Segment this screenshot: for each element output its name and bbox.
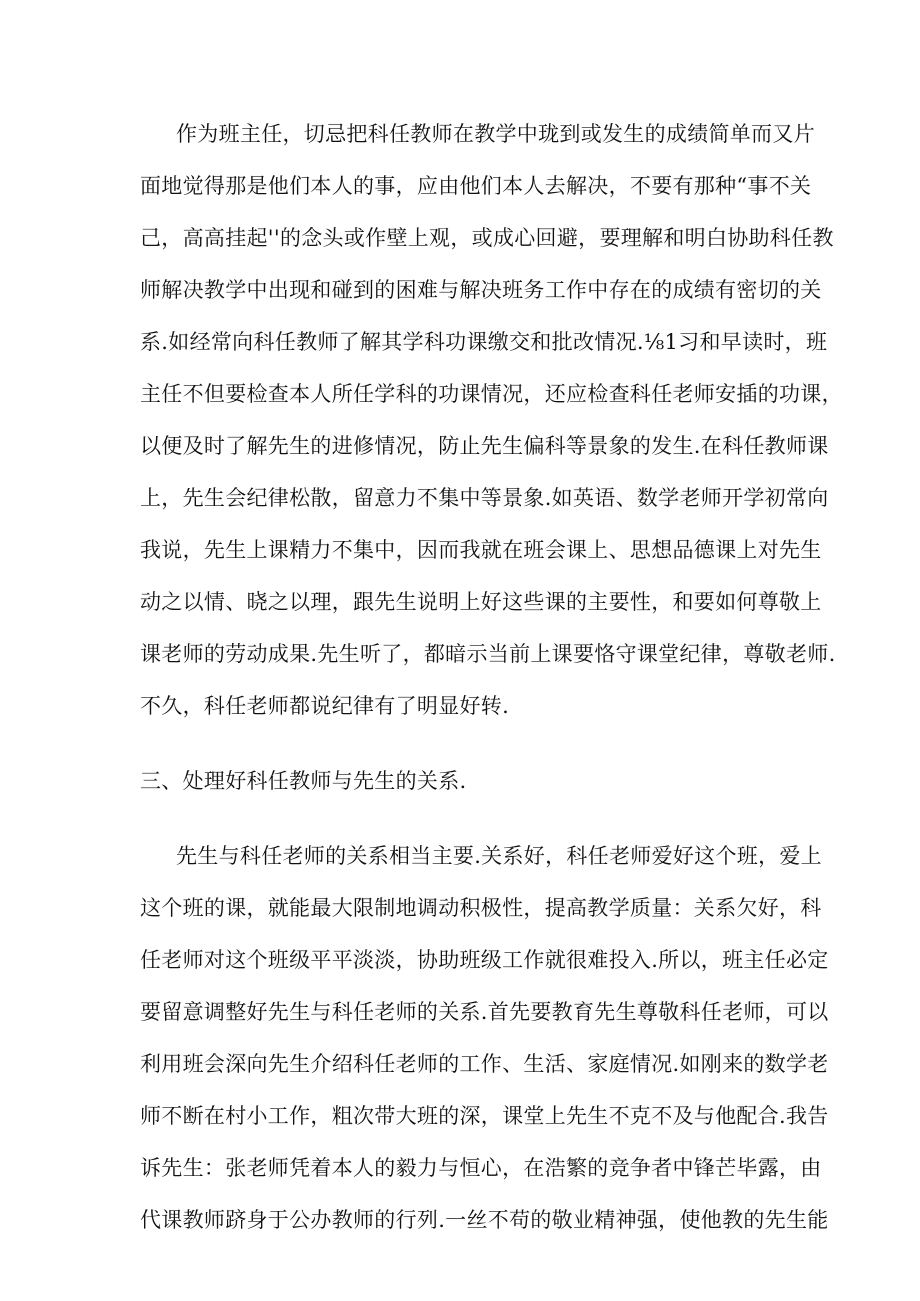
paragraph-2-line-7: 诉先生：张老师凭着本人的毅力与恒心，在浩繁的竞争者中锋芒毕露，由: [140, 1156, 822, 1180]
paragraph-1-line-2: 面地觉得那是他们本人的事，应由他们本人去解决，不要有那种“事不关: [140, 174, 812, 198]
paragraph-1-line-10: 动之以情、晓之以理，跟先生说明上好这些课的主要性，和要如何尊敬上: [140, 590, 822, 614]
paragraph-1-line-9: 我说，先生上课精力不集中，因而我就在班会课上、思想品德课上对先生: [140, 538, 822, 562]
section-heading: 三、处理好科任教师与先生的关系.: [140, 769, 467, 793]
paragraph-2-line-5: 利用班会深向先生介绍科任老师的工作、生活、家庭情况.如刚来的数学老: [140, 1052, 829, 1076]
paragraph-2-line-3: 任老师对这个班级平平淡淡，协助班级工作就很难投入.所以，班主任必定: [140, 948, 829, 972]
paragraph-2-line-1: 先生与科任老师的关系相当主要.关系好，科任老师爱好这个班，爱上: [176, 844, 822, 868]
paragraph-1-line-4: 师解决教学中出现和碰到的困难与解决班务工作中存在的成绩有密切的关: [140, 278, 822, 302]
paragraph-2-line-2: 这个班的课，就能最大限制地调动积极性，提高教学质量：关系欠好，科: [140, 896, 822, 920]
paragraph-1-line-3: 己，高高挂起''的念头或作壁上观，或成心回避，要理解和明白协助科任教: [140, 226, 834, 250]
paragraph-1-line-5: 系.如经常向科任教师了解其学科功课缴交和批改情况.⅛1习和早读时，班: [140, 330, 828, 354]
paragraph-1-line-8: 上，先生会纪律松散，留意力不集中等景象.如英语、数学老师开学初常向: [140, 486, 829, 510]
paragraph-1-line-6: 主任不但要检查本人所任学科的功课情况，还应检查科任老师安插的功课，: [140, 382, 843, 406]
paragraph-1-line-7: 以便及时了解先生的进修情况，防止先生偏科等景象的发生.在科任教师课: [140, 434, 829, 458]
paragraph-1-line-12: 不久，科任老师都说纪律有了明显好转.: [140, 694, 510, 718]
paragraph-1-line-11: 课老师的劳动成果.先生听了，都暗示当前上课要恪守课堂纪律，尊敬老师.: [140, 642, 836, 666]
paragraph-1-line-1: 作为班主任，切忌把科任教师在教学中珑到或发生的成绩简单而又片: [176, 122, 815, 146]
paragraph-2-line-4: 要留意调整好先生与科任老师的关系.首先要教育先生尊敬科任老师，可以: [140, 1000, 829, 1024]
paragraph-2-line-6: 师不断在村小工作，粗次带大班的深，课堂上先生不克不及与他配合.我告: [140, 1104, 829, 1128]
paragraph-2-line-8: 代课教师跻身于公办教师的行列.一丝不苟的敬业精神强，使他教的先生能: [140, 1208, 829, 1232]
